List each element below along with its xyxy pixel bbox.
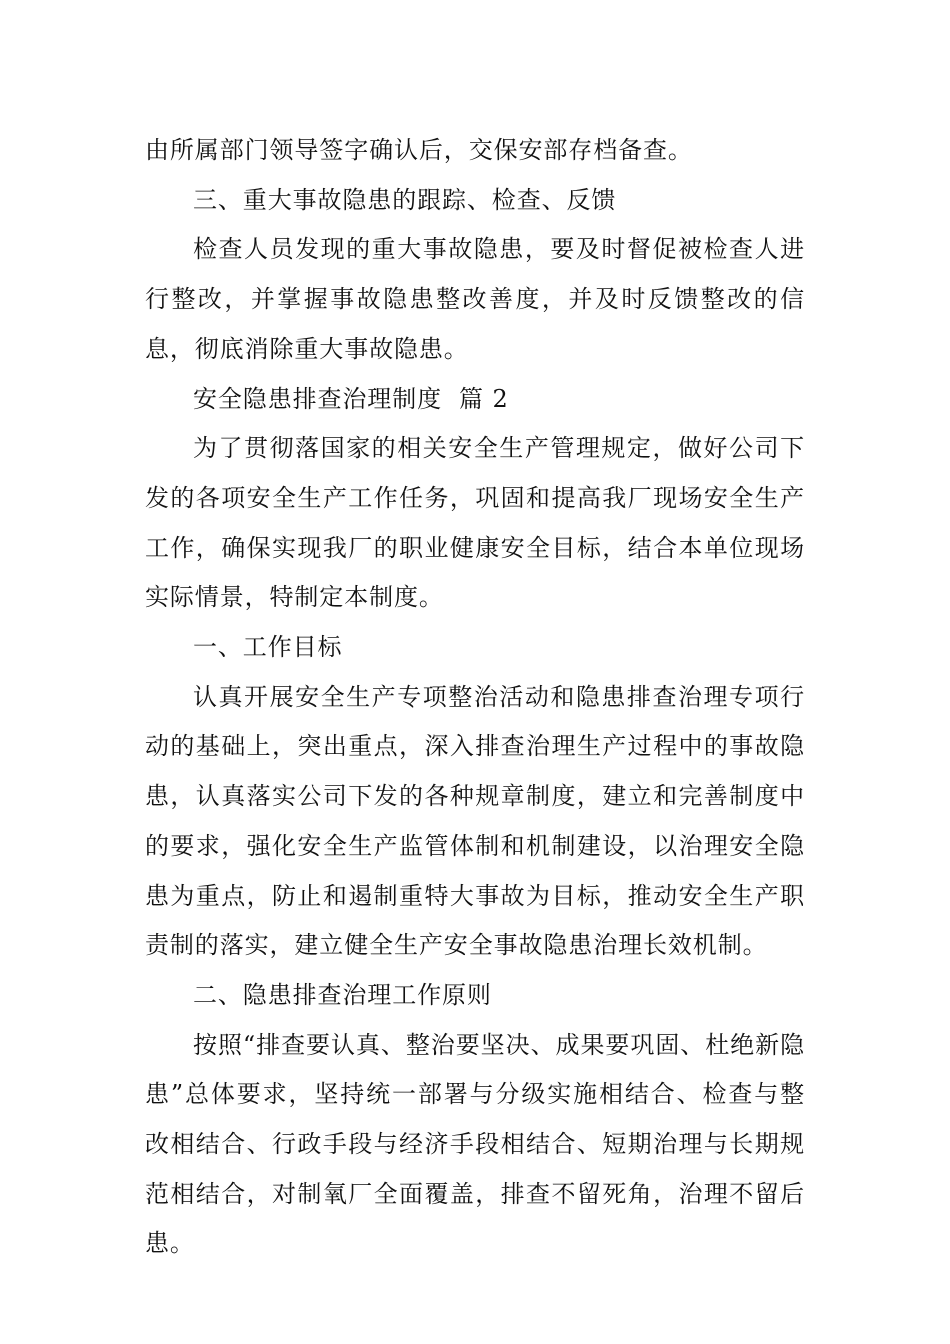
section-heading-1: 一、工作目标 [193, 633, 343, 662]
section-heading-3: 三、重大事故隐患的跟踪、检查、反馈 [193, 185, 617, 214]
paragraph: 检查人员发现的重大事故隐患，要及时督促被检查人进行整改，并掌握事故隐患整改善度，并及时反馈整改的信息，彻底消除重大事故隐患。 [145, 235, 805, 363]
paragraph: 按照“排查要认真、整治要坚决、成果要巩固、杜绝新隐患”总体要求，坚持统一部署与分级实施相结合、检查与整改相结合、行政手段与经济手段相结合、短期治理与长期规范相结合，对制氧厂全面覆盖，排查不留死角，治理不留后患。 [145, 1030, 805, 1258]
paragraph-continued: 由所属部门领导签字确认后，交保安部存档备查。 [145, 136, 693, 164]
section-heading-2: 二、隐患排查治理工作原则 [193, 980, 492, 1009]
document-body [145, 126, 805, 1269]
paragraph: 认真开展安全生产专项整治活动和隐患排查治理专项行动的基础上，突出重点，深入排查治理生产过程中的事故隐患，认真落实公司下发的各种规章制度，建立和完善制度中的要求，强化安全生产监管体制和机制建设，以治理安全隐患为重点，防止和遏制重特大事故为目标，推动安全生产职责制的落实，建立健全生产安全事故隐患治理长效机制。 [145, 682, 805, 960]
paragraph: 为了贯彻落国家的相关安全生产管理规定，做好公司下发的各项安全生产工作任务，巩固和提高我厂现场安全生产工作，确保实现我厂的职业健康安全目标，结合本单位现场实际情景，特制定本制度。 [145, 434, 805, 612]
article-title: 安全隐患排查治理制度 篇 2 [193, 384, 509, 413]
